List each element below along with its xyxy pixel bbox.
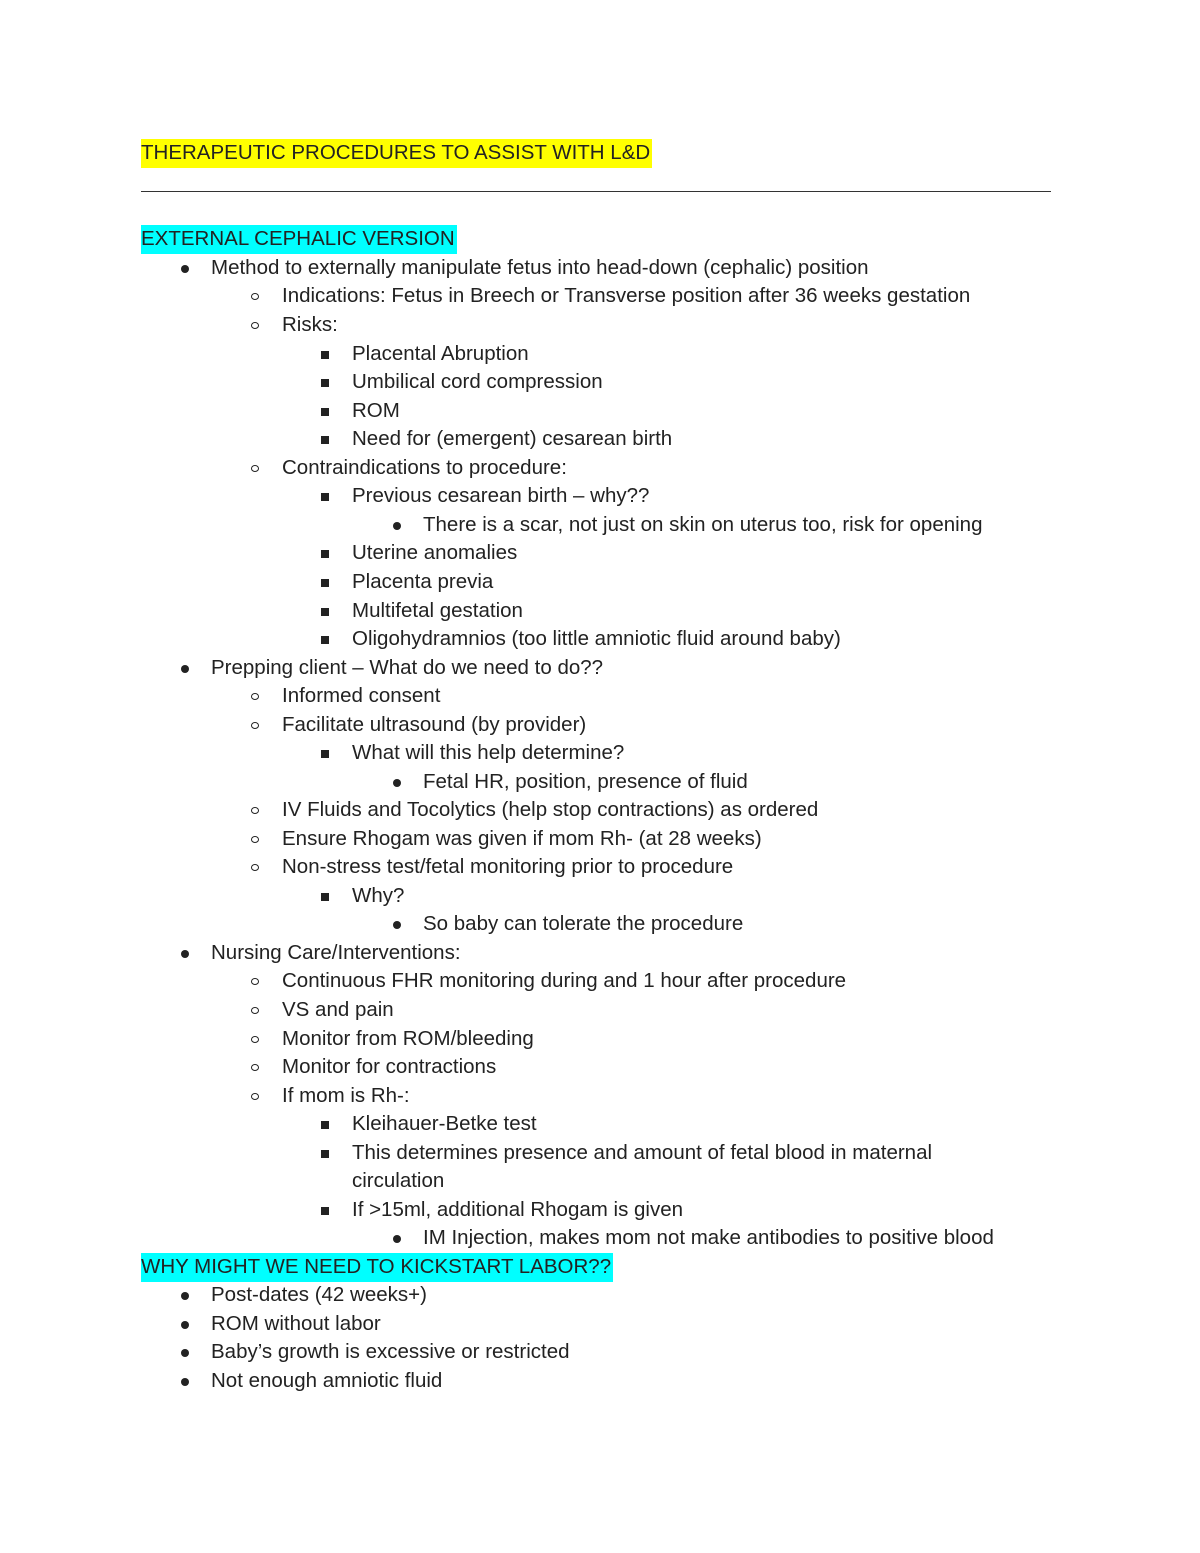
list-item-text: Nursing Care/Interventions: <box>211 941 461 964</box>
list-item-text: Multifetal gestation <box>352 599 523 622</box>
filled-square-icon <box>317 1139 337 1168</box>
filled-square-icon <box>317 539 337 568</box>
list-item-text: ROM <box>352 399 400 422</box>
list-item-text: Risks: <box>282 313 338 336</box>
filled-disc-icon <box>388 1224 408 1253</box>
filled-square-icon <box>317 340 337 369</box>
list-item-text: There is a scar, not just on skin on uterus too, risk for opening <box>423 513 983 536</box>
list-item-text: IM Injection, makes mom not make antibodies to positive blood <box>423 1226 994 1249</box>
hollow-circle-icon <box>247 454 267 483</box>
filled-square-icon <box>317 482 337 511</box>
list-item-text: Placenta previa <box>352 570 494 593</box>
list-item-text: VS and pain <box>282 998 394 1021</box>
hollow-circle-icon <box>247 796 267 825</box>
filled-square-icon <box>317 625 337 654</box>
list-item-text: Baby’s growth is excessive or restricted <box>211 1340 570 1363</box>
list-item-text: Need for (emergent) cesarean birth <box>352 427 673 450</box>
hollow-circle-icon <box>247 711 267 740</box>
hollow-circle-icon <box>247 311 267 340</box>
filled-disc-icon <box>176 1338 196 1367</box>
filled-disc-icon <box>176 254 196 283</box>
list-item-text: Indications: Fetus in Breech or Transverse position after 36 weeks gestation <box>282 284 971 307</box>
filled-square-icon <box>317 739 337 768</box>
section-heading-ecv: EXTERNAL CEPHALIC VERSION <box>141 225 457 254</box>
filled-disc-icon <box>176 1310 196 1339</box>
list-item-text: Not enough amniotic fluid <box>211 1369 443 1392</box>
hollow-circle-icon <box>247 853 267 882</box>
filled-disc-icon <box>388 910 408 939</box>
filled-square-icon <box>317 568 337 597</box>
hollow-circle-icon <box>247 1082 267 1111</box>
list-item-text: Placental Abruption <box>352 342 529 365</box>
list-item-text: Monitor for contractions <box>282 1055 497 1078</box>
list-item-text: If >15ml, additional Rhogam is given <box>352 1198 684 1221</box>
list-item-text: This determines presence and amount of fetal blood in maternal <box>352 1141 933 1164</box>
filled-square-icon <box>317 425 337 454</box>
hollow-circle-icon <box>247 967 267 996</box>
list-item-text: So baby can tolerate the procedure <box>423 912 744 935</box>
list-item-text: Non-stress test/fetal monitoring prior to procedure <box>282 855 734 878</box>
filled-square-icon <box>317 397 337 426</box>
list-item-text: Facilitate ultrasound (by provider) <box>282 713 587 736</box>
list-item-text: Uterine anomalies <box>352 541 518 564</box>
list-item-text: Informed consent <box>282 684 441 707</box>
filled-square-icon <box>317 1196 337 1225</box>
list-item-text: What will this help determine? <box>352 741 625 764</box>
list-item-text: Fetal HR, position, presence of fluid <box>423 770 748 793</box>
filled-square-icon <box>317 597 337 626</box>
list-item-text: ROM without labor <box>211 1312 381 1335</box>
list-item-text: Prepping client – What do we need to do?? <box>211 656 604 679</box>
hollow-circle-icon <box>247 282 267 311</box>
list-item-text: circulation <box>352 1169 445 1192</box>
list-item-text: Contraindications to procedure: <box>282 456 567 479</box>
list-item-text: Continuous FHR monitoring during and 1 hour after procedure <box>282 969 847 992</box>
filled-disc-icon <box>176 939 196 968</box>
hollow-circle-icon <box>247 1025 267 1054</box>
filled-square-icon <box>317 1110 337 1139</box>
filled-disc-icon <box>176 654 196 683</box>
list-item-text: IV Fluids and Tocolytics (help stop contractions) as ordered <box>282 798 819 821</box>
list-item-text: Previous cesarean birth – why?? <box>352 484 650 507</box>
list-item-text: Post-dates (42 weeks+) <box>211 1283 427 1306</box>
list-item-text: Kleihauer-Betke test <box>352 1112 537 1135</box>
filled-disc-icon <box>176 1281 196 1310</box>
hollow-circle-icon <box>247 1053 267 1082</box>
hollow-circle-icon <box>247 825 267 854</box>
filled-disc-icon <box>388 768 408 797</box>
hollow-circle-icon <box>247 996 267 1025</box>
list-item-text: Ensure Rhogam was given if mom Rh- (at 28 weeks) <box>282 827 762 850</box>
list-item-text: If mom is Rh-: <box>282 1084 410 1107</box>
filled-square-icon <box>317 882 337 911</box>
page-title: THERAPEUTIC PROCEDURES TO ASSIST WITH L&D <box>141 139 652 168</box>
filled-disc-icon <box>388 511 408 540</box>
list-item-text: Why? <box>352 884 405 907</box>
filled-disc-icon <box>176 1367 196 1396</box>
list-item-text: Monitor from ROM/bleeding <box>282 1027 534 1050</box>
filled-square-icon <box>317 368 337 397</box>
section-heading-kickstart-labor: WHY MIGHT WE NEED TO KICKSTART LABOR?? <box>141 1253 613 1282</box>
list-item-text: Umbilical cord compression <box>352 370 603 393</box>
list-item-text: Method to externally manipulate fetus into head-down (cephalic) position <box>211 256 869 279</box>
horizontal-divider <box>141 191 1051 192</box>
list-item-text: Oligohydramnios (too little amniotic fluid around baby) <box>352 627 841 650</box>
hollow-circle-icon <box>247 682 267 711</box>
